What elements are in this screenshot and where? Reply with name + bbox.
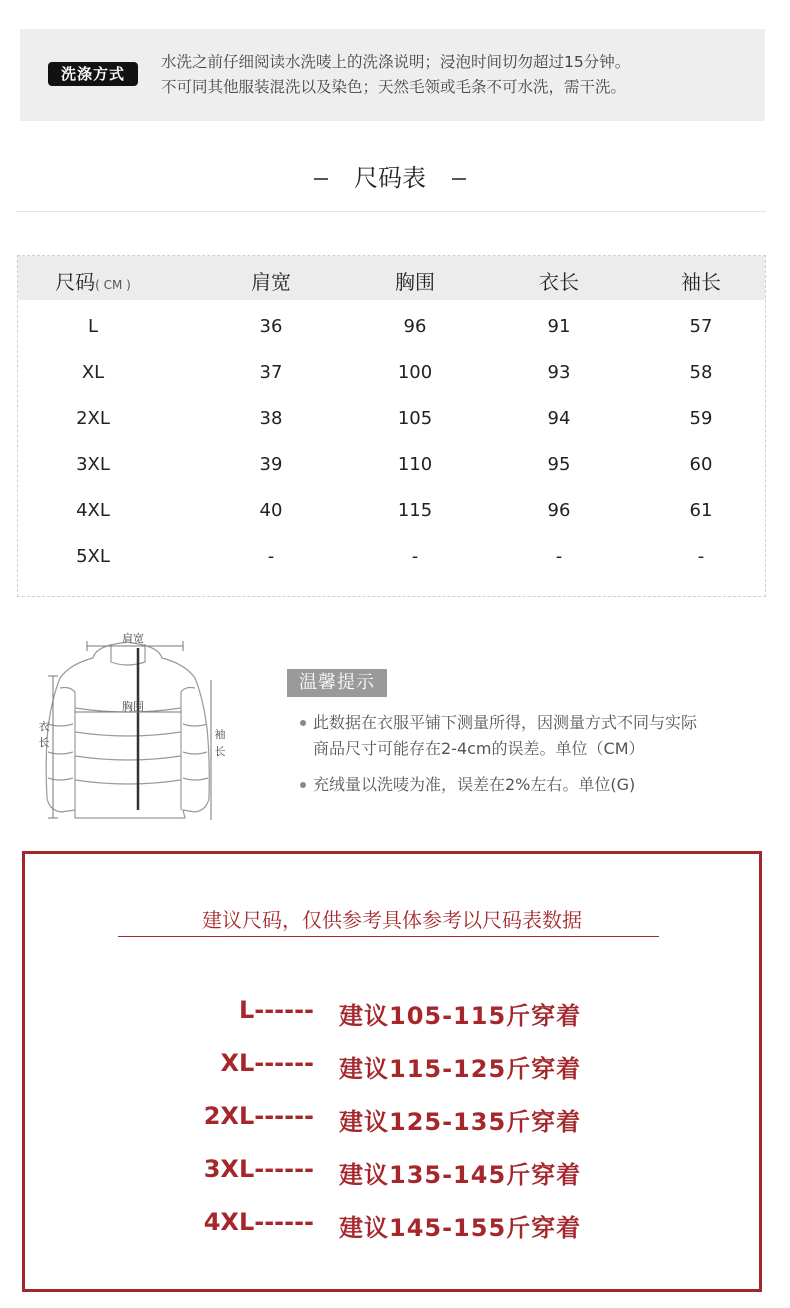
cell-chest: 100 [397, 362, 433, 383]
tip-1-line-1: 此数据在衣服平铺下测量所得，因测量方式不同与实际 [313, 713, 698, 732]
recommendation-size: 2XL------ [203, 1102, 314, 1130]
header-chest: 胸围 [395, 270, 435, 294]
header-size-label: 尺码 [55, 270, 96, 294]
cell-length: 93 [547, 362, 571, 383]
cell-shoulder: 39 [259, 454, 283, 475]
recommendation-weight: 建议145-155斤穿着 [339, 1214, 582, 1242]
cell-length: 95 [547, 454, 571, 475]
cell-shoulder: 36 [259, 316, 283, 337]
cell-chest: 115 [397, 500, 433, 521]
cell-chest: 105 [397, 408, 433, 429]
cell-size: L [87, 316, 99, 337]
cell-sleeve: 61 [689, 500, 713, 521]
cell-length: 94 [547, 408, 571, 429]
size-chart-title [0, 158, 780, 193]
cell-sleeve: 60 [689, 454, 713, 475]
recommendation-size: L------ [238, 996, 314, 1024]
title-divider [16, 211, 766, 212]
size-recommendation-box [22, 851, 762, 1292]
header-shoulder: 肩宽 [251, 270, 291, 294]
diagram-label-shoulder: 肩宽 [122, 632, 144, 645]
cell-size: 4XL [76, 500, 110, 521]
cell-shoulder: - [267, 546, 275, 567]
title-dash-right [452, 178, 466, 180]
tip-2 [300, 772, 635, 798]
washing-badge: 洗涤方式 [48, 62, 138, 86]
recommendation-size: XL------ [220, 1049, 314, 1077]
cell-sleeve: 59 [689, 408, 713, 429]
diagram-label-sleeve-1: 袖 [214, 728, 226, 741]
recommendation-title: 建议尺码，仅供参考具体参考以尺码表数据 [202, 908, 582, 932]
diagram-label-sleeve-2: 长 [214, 745, 226, 758]
tip-1 [300, 710, 697, 762]
cell-length: 91 [547, 316, 571, 337]
washing-line-2: 不可同其他服装混洗以及染色；天然毛领或毛条不可水洗，需干洗。 [161, 78, 627, 96]
jacket-measurement-diagram [35, 628, 245, 828]
recommendation-size: 4XL------ [203, 1208, 314, 1236]
washing-instructions [161, 50, 630, 100]
cell-shoulder: 37 [259, 362, 283, 383]
header-length: 衣长 [539, 270, 579, 294]
recommendation-divider [118, 936, 659, 937]
cell-length: - [555, 546, 563, 567]
cell-size: 2XL [76, 408, 110, 429]
recommendation-row [25, 1155, 759, 1189]
diagram-label-chest: 胸围 [122, 700, 144, 713]
cell-size: XL [81, 362, 105, 383]
cell-sleeve: - [697, 546, 705, 567]
recommendation-weight: 建议115-125斤穿着 [339, 1055, 582, 1083]
cell-shoulder: 40 [259, 500, 283, 521]
recommendation-row [25, 1208, 759, 1242]
header-sleeve: 袖长 [681, 270, 721, 294]
bullet-dot [300, 720, 306, 726]
recommendation-weight: 建议125-135斤穿着 [339, 1108, 582, 1136]
recommendation-row [25, 1102, 759, 1136]
diagram-label-length-1: 衣 [38, 720, 50, 733]
cell-sleeve: 57 [689, 316, 713, 337]
cell-sleeve: 58 [689, 362, 713, 383]
recommendation-weight: 建议135-145斤穿着 [339, 1161, 582, 1189]
recommendation-weight: 建议105-115斤穿着 [339, 1002, 582, 1030]
tip-2-text: 充绒量以洗唛为准，误差在2%左右。单位(G) [313, 775, 636, 794]
diagram-label-length-2: 长 [38, 736, 50, 749]
header-size-unit: ( CM ) [95, 278, 131, 292]
washing-line-1: 水洗之前仔细阅读水洗唛上的洗涤说明；浸泡时间切勿超过15分钟。 [161, 53, 631, 71]
cell-size: 3XL [76, 454, 110, 475]
recommendation-size: 3XL------ [203, 1155, 314, 1183]
tip-1-line-2: 商品尺寸可能存在2-4cm的误差。单位（CM） [313, 739, 645, 758]
cell-size: 5XL [76, 546, 110, 567]
cell-chest: - [411, 546, 419, 567]
tips-badge: 温馨提示 [287, 669, 387, 697]
cell-shoulder: 38 [259, 408, 283, 429]
header-size [28, 266, 158, 295]
jacket-outline [46, 642, 209, 818]
cell-length: 96 [547, 500, 571, 521]
title-dash-left [314, 178, 328, 180]
recommendation-row [25, 1049, 759, 1083]
size-table [17, 255, 766, 597]
cell-chest: 110 [397, 454, 433, 475]
recommendation-row [25, 996, 759, 1030]
size-table-header [18, 256, 765, 300]
size-chart-title-text: 尺码表 [354, 164, 426, 192]
bullet-dot [300, 782, 306, 788]
washing-panel [20, 29, 765, 121]
cell-chest: 96 [403, 316, 427, 337]
